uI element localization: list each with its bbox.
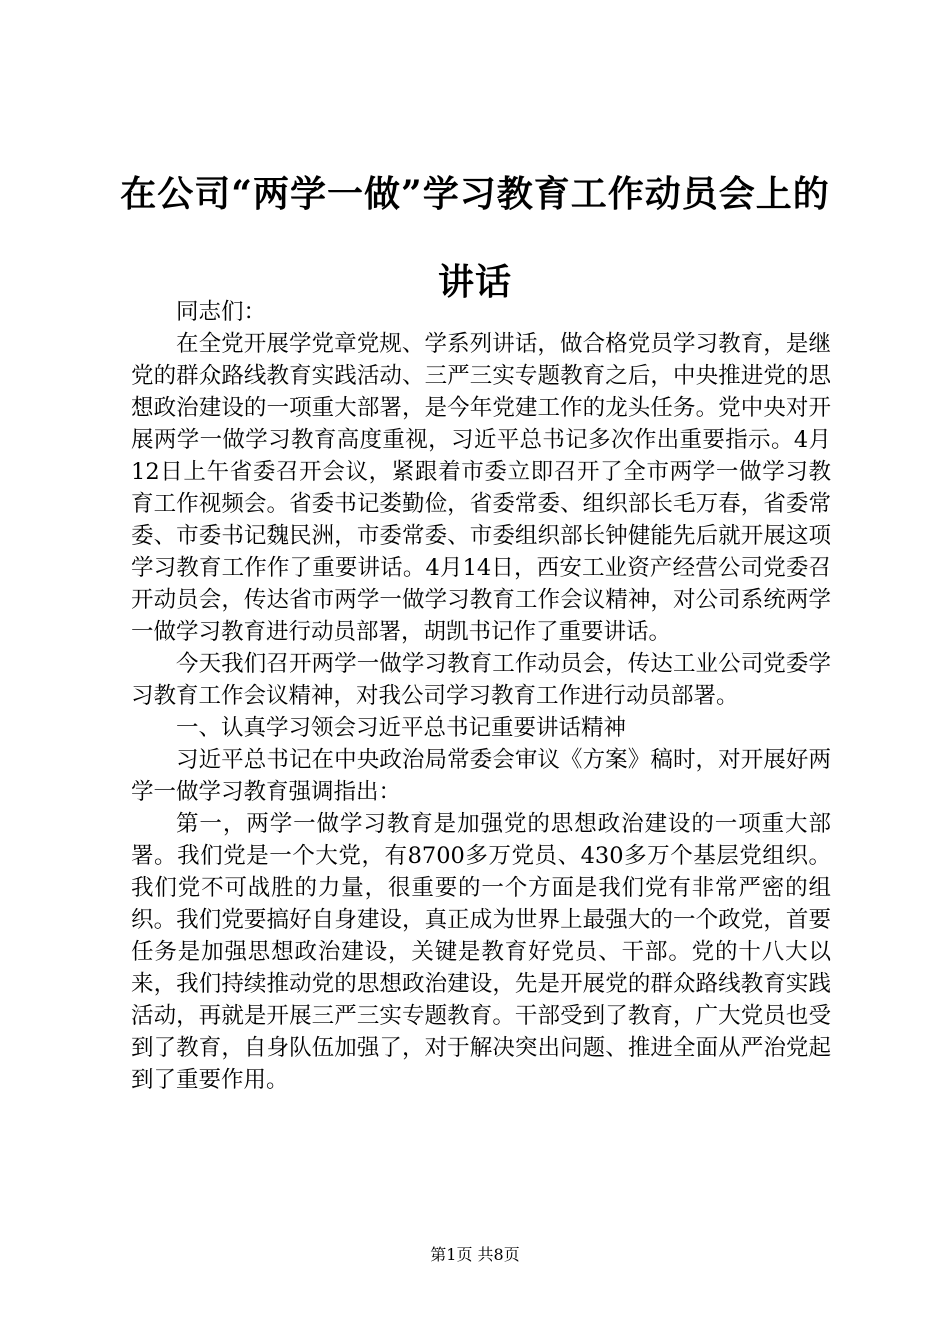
body-paragraph: 在全党开展学党章党规、学系列讲话，做合格党员学习教育，是继党的群众路线教育实践活动、三严三实专题教育之后，中央推进党的思想政治建设的一项重大部署，是今年党建工作的龙头任务。党中央对开展两学一做学习教育高度重视，习近平总书记多次作出重要指示。4月12日上午省委召开会议，紧跟着市委立即召开了全市两学一做学习教育工作视频会。省委书记娄勤俭，省委常委、组织部长毛万春，省委常委、市委书记魏民洲，市委常委、市委组织部长钟健能先后就开展这项学习教育工作作了重要讲话。4月14日，西安工业资产经营公司党委召开动员会，传达省市两学一做学习教育工作会议精神，对公司系统两学一做学习教育进行动员部署，胡凯书记作了重要讲话。 [131, 331, 831, 645]
page-number-footer: 第1页 共8页 [430, 1245, 520, 1264]
salutation-paragraph: 同志们： [176, 299, 267, 325]
document-body [131, 296, 831, 1096]
document-title: 在公司“两学一做”学习教育工作动员会上的讲话 [120, 173, 830, 303]
body-paragraph: 第一，两学一做学习教育是加强党的思想政治建设的一项重大部署。我们党是一个大党，有8700多万党员、430多万个基层党组织。我们党不可战胜的力量，很重要的一个方面是我们党有非常严密的组织。我们党要搞好自身建设，真正成为世界上最强大的一个政党，首要任务是加强思想政治建设，关键是教育好党员、干部。党的十八大以来，我们持续推动党的思想政治建设，先是开展党的群众路线教育实践活动，再就是开展三严三实专题教育。干部受到了教育，广大党员也受到了教育，自身队伍加强了，对于解决突出问题、推进全面从严治党起到了重要作用。 [131, 811, 831, 1093]
body-paragraph: 习近平总书记在中央政治局常委会审议《方案》稿时，对开展好两学一做学习教育强调指出： [131, 747, 831, 805]
body-paragraph: 今天我们召开两学一做学习教育工作动员会，传达工业公司党委学习教育工作会议精神，对我公司学习教育工作进行动员部署。 [131, 651, 831, 709]
section-heading: 一、认真学习领会习近平总书记重要讲话精神 [176, 715, 627, 741]
